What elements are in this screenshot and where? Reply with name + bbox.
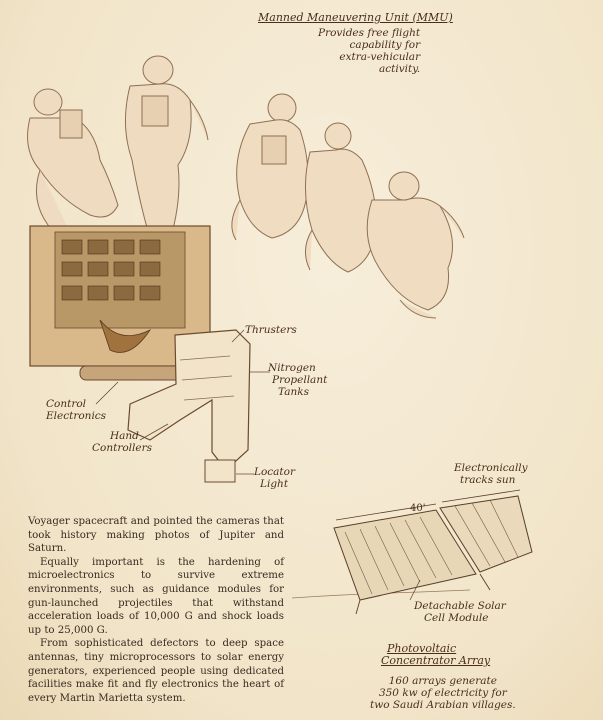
array-length-label: 40' [410,503,426,514]
body-paragraph: Equally important is the hardening of microelectronics to survive extreme environments, such as guidance modules for gun-launched projectiles that withstand acceleration loads of 10,000 G and shock loads up to 25,000 G. [28,556,284,636]
photovoltaic-description: 160 arrays generate 350 kw of electricity for two Saudi Arabian villages. [370,675,516,711]
tracks-sun-label: Electronically tracks sun [454,462,528,486]
mmu-title: Manned Maneuvering Unit (MMU) [258,11,453,24]
nitrogen-tanks-label: Nitrogen Propellant Tanks [268,362,328,398]
mmu-description [318,27,420,75]
photovoltaic-title: Photovoltaic Concentrator Array [381,642,491,667]
astronaut-figure-3 [232,94,308,240]
mmu-description-line: extra-vehicular [339,51,421,63]
astronaut-figure-2 [125,56,208,240]
astronaut-figure-4 [305,123,376,272]
control-electronics-label: Control Electronics [46,398,107,422]
body-paragraph: From sophisticated defectors to deep space antennas, tiny microprocessors to solar energy generators, experienced people using dedicated facilities make fit and fly electronics the heart of every Martin Marietta system. [28,638,284,704]
thrusters-label: Thrusters [245,324,297,336]
mmu-description-line: Provides free flight [318,27,421,39]
astronaut-figure-1 [28,89,118,235]
astronaut-figure-5 [367,172,464,318]
mmu-description-line: capability for [349,39,421,51]
hand-controllers-label: Hand Controllers [92,430,153,454]
body-paragraph: Voyager spacecraft and pointed the cameras that took history making photos of Jupiter and Saturn. [28,516,284,555]
locator-light-label: Locator Light [254,466,295,490]
body-text [28,515,284,705]
mmu-description-line: activity. [378,63,421,75]
detachable-module-label: Detachable Solar Cell Module [414,600,506,624]
